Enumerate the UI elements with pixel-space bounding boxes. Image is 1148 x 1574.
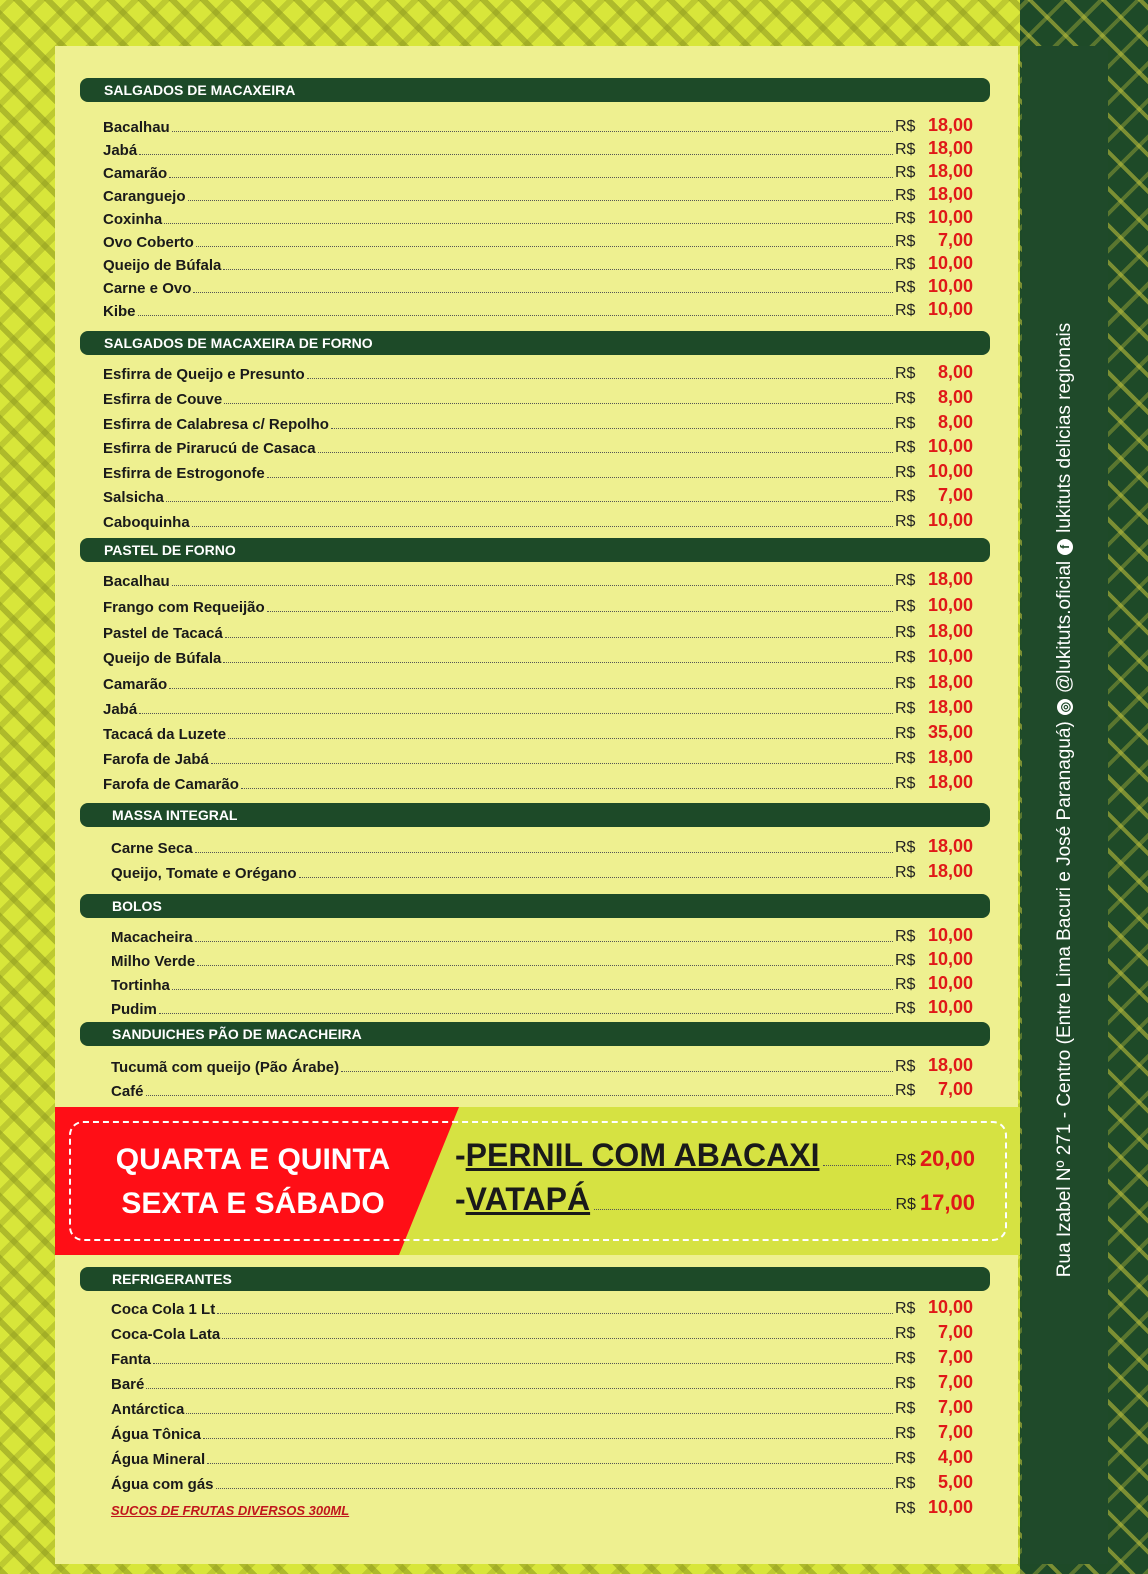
- promo-item: [455, 1137, 975, 1174]
- item-price: 18,00: [927, 184, 973, 204]
- item-name: Bacalhau: [103, 119, 170, 136]
- menu-item: [103, 484, 973, 506]
- item-name: Baré: [111, 1376, 145, 1393]
- dot-leader: [139, 713, 893, 714]
- currency: R$: [895, 649, 916, 666]
- currency: R$: [895, 700, 916, 717]
- dot-leader: [307, 378, 893, 379]
- item-name: Caranguejo: [103, 188, 186, 205]
- section-header: REFRIGERANTES: [80, 1267, 990, 1291]
- dot-leader: [299, 877, 893, 878]
- currency: R$: [895, 675, 916, 692]
- menu-item: [103, 361, 973, 383]
- item-price: 18,00: [927, 672, 973, 692]
- item-price: 7,00: [937, 1079, 973, 1099]
- dot-leader: [172, 131, 893, 132]
- currency: R$: [895, 439, 916, 456]
- currency: R$: [895, 725, 916, 742]
- item-name: Fanta: [111, 1351, 152, 1368]
- item-name: Tucumã com queijo (Pão Árabe): [111, 1059, 340, 1076]
- dot-leader: [164, 223, 893, 224]
- dot-leader: [224, 403, 893, 404]
- item-name: Esfirra de Queijo e Presunto: [103, 366, 305, 383]
- currency: R$: [895, 1196, 916, 1213]
- dot-leader: [186, 1413, 893, 1414]
- currency: R$: [895, 279, 916, 296]
- item-name: Coxinha: [103, 211, 163, 228]
- menu-item: [111, 1396, 973, 1418]
- menu-item: [111, 1321, 973, 1343]
- item-price: 18,00: [927, 115, 973, 135]
- item-name: Queijo, Tomate e Orégano: [111, 865, 297, 882]
- currency: R$: [895, 624, 916, 641]
- currency: R$: [895, 365, 916, 382]
- dot-leader: [267, 611, 893, 612]
- currency: R$: [895, 1058, 916, 1075]
- instagram-icon: ◎: [1057, 699, 1073, 715]
- item-name: Macacheira: [111, 929, 193, 946]
- item-name: Pudim: [111, 1001, 157, 1018]
- menu-item: [103, 275, 973, 297]
- weekly-special-banner: [55, 1107, 1020, 1255]
- item-name: Farofa de Camarão: [103, 776, 239, 793]
- item-name: Esfirra de Estrogonofe: [103, 465, 265, 482]
- menu-item: [111, 972, 973, 994]
- item-price: 10,00: [927, 997, 973, 1017]
- dot-leader: [241, 788, 893, 789]
- dot-leader: [203, 1438, 893, 1439]
- dot-leader: [594, 1209, 891, 1210]
- facebook-handle: lukituts delicias regionais: [1054, 322, 1075, 533]
- menu-item: [103, 696, 973, 718]
- item-price: 10,00: [927, 276, 973, 296]
- currency: R$: [895, 1425, 916, 1442]
- item-name: Carne e Ovo: [103, 280, 192, 297]
- currency: R$: [895, 233, 916, 250]
- menu-item: [103, 229, 973, 251]
- currency: R$: [895, 598, 916, 615]
- item-name: Queijo de Búfala: [103, 650, 222, 667]
- item-price: 4,00: [937, 1447, 973, 1467]
- currency: R$: [895, 839, 916, 856]
- menu-item: [111, 1471, 973, 1493]
- menu-item: [103, 160, 973, 182]
- menu-item: [103, 671, 973, 693]
- dot-leader: [195, 852, 893, 853]
- currency: R$: [895, 1475, 916, 1492]
- promo-item-price: 20,00: [919, 1146, 975, 1171]
- item-price: 10,00: [927, 973, 973, 993]
- dot-leader: [331, 428, 893, 429]
- menu-item: [103, 460, 973, 482]
- menu-item: [111, 1078, 973, 1100]
- currency: R$: [895, 118, 916, 135]
- item-name: Queijo de Búfala: [103, 257, 222, 274]
- menu-item: [111, 835, 973, 857]
- menu-item: [103, 206, 973, 228]
- item-price: 7,00: [937, 230, 973, 250]
- menu-item: [111, 1346, 973, 1368]
- dot-leader: [197, 965, 893, 966]
- item-price: 18,00: [927, 1055, 973, 1075]
- dot-leader: [195, 941, 893, 942]
- item-price: 10,00: [927, 510, 973, 530]
- promo-item-name: VATAPÁ: [465, 1181, 591, 1217]
- item-price: 10,00: [927, 1497, 973, 1517]
- section-header: MASSA INTEGRAL: [80, 803, 990, 827]
- menu-item: [103, 645, 973, 667]
- item-price: 7,00: [937, 1347, 973, 1367]
- item-price: 7,00: [937, 485, 973, 505]
- item-price: 10,00: [927, 646, 973, 666]
- section-header: SALGADOS DE MACAXEIRA DE FORNO: [80, 331, 990, 355]
- currency: R$: [895, 256, 916, 273]
- menu-item: [103, 298, 973, 320]
- dot-leader: [193, 292, 893, 293]
- currency: R$: [895, 141, 916, 158]
- menu-item: [103, 746, 973, 768]
- dot-leader: [146, 1388, 893, 1389]
- item-name: Salsicha: [103, 489, 164, 506]
- menu-item: [103, 771, 973, 793]
- item-price: 8,00: [937, 362, 973, 382]
- menu-item: [111, 1496, 973, 1518]
- currency: R$: [895, 1152, 916, 1169]
- item-price: 10,00: [927, 949, 973, 969]
- menu-item: [111, 1421, 973, 1443]
- dot-leader: [217, 1313, 893, 1314]
- dot-leader: [172, 989, 893, 990]
- currency: R$: [895, 164, 916, 181]
- menu-item: [111, 924, 973, 946]
- currency: R$: [895, 390, 916, 407]
- item-price: 35,00: [927, 722, 973, 742]
- item-name: Camarão: [103, 165, 168, 182]
- item-name: Água com gás: [111, 1476, 214, 1493]
- item-price: 18,00: [927, 138, 973, 158]
- dot-leader: [823, 1165, 891, 1166]
- currency: R$: [895, 864, 916, 881]
- dot-leader: [223, 269, 893, 270]
- menu-item: [103, 137, 973, 159]
- currency: R$: [895, 464, 916, 481]
- item-name: Água Mineral: [111, 1451, 206, 1468]
- sidebar-info: [1045, 210, 1085, 1390]
- promo-days-line1: QUARTA E QUINTA: [115, 1143, 391, 1176]
- item-name: Tacacá da Luzete: [103, 726, 227, 743]
- instagram-handle: @lukituts.oficial: [1054, 560, 1075, 694]
- facebook-icon: f: [1057, 539, 1073, 555]
- promo-item-prefix: -: [455, 1181, 466, 1217]
- currency: R$: [895, 1300, 916, 1317]
- item-name: Coca Cola 1 Lt: [111, 1301, 216, 1318]
- item-name: Esfirra de Couve: [103, 391, 223, 408]
- item-name: Milho Verde: [111, 953, 196, 970]
- menu-item: [103, 386, 973, 408]
- menu-item: [103, 183, 973, 205]
- menu-item: [111, 948, 973, 970]
- item-name: Esfirra de Calabresa c/ Repolho: [103, 416, 329, 433]
- dot-leader: [166, 501, 893, 502]
- promo-item-prefix: -: [455, 1137, 466, 1173]
- menu-item: [111, 1371, 973, 1393]
- item-name: SUCOS DE FRUTAS DIVERSOS 300ML: [111, 1503, 350, 1518]
- dot-leader: [318, 452, 893, 453]
- dot-leader: [216, 1488, 893, 1489]
- section-header: SALGADOS DE MACAXEIRA: [80, 78, 990, 102]
- item-name: Jabá: [103, 142, 138, 159]
- promo-days-line2: SEXTA E SÁBADO: [121, 1187, 385, 1220]
- item-price: 10,00: [927, 253, 973, 273]
- dot-leader: [139, 154, 893, 155]
- item-name: Coca-Cola Lata: [111, 1326, 221, 1343]
- item-name: Farofa de Jabá: [103, 751, 209, 768]
- dot-leader: [169, 177, 893, 178]
- promo-item-price: 17,00: [919, 1190, 975, 1215]
- menu-item: [103, 114, 973, 136]
- section-header: SANDUICHES PÃO DE MACACHEIRA: [80, 1022, 990, 1046]
- item-price: 10,00: [927, 299, 973, 319]
- currency: R$: [895, 775, 916, 792]
- promo-item-name: PERNIL COM ABACAXI: [465, 1137, 820, 1173]
- currency: R$: [895, 302, 916, 319]
- item-price: 8,00: [937, 412, 973, 432]
- menu-item: [111, 860, 973, 882]
- item-price: 8,00: [937, 387, 973, 407]
- dot-leader: [196, 246, 893, 247]
- item-price: 10,00: [927, 207, 973, 227]
- currency: R$: [895, 952, 916, 969]
- item-price: 18,00: [927, 861, 973, 881]
- currency: R$: [895, 572, 916, 589]
- currency: R$: [895, 1325, 916, 1342]
- currency: R$: [895, 1350, 916, 1367]
- menu-item: [111, 1054, 973, 1076]
- item-price: 18,00: [927, 621, 973, 641]
- dot-leader: [267, 477, 893, 478]
- dot-leader: [228, 738, 893, 739]
- item-price: 10,00: [927, 1297, 973, 1317]
- item-name: Bacalhau: [103, 573, 170, 590]
- item-price: 18,00: [927, 161, 973, 181]
- dot-leader: [169, 688, 893, 689]
- menu-item: [103, 411, 973, 433]
- currency: R$: [895, 1400, 916, 1417]
- item-price: 18,00: [927, 836, 973, 856]
- item-price: 18,00: [927, 697, 973, 717]
- item-price: 18,00: [927, 772, 973, 792]
- item-name: Jabá: [103, 701, 138, 718]
- dot-leader: [188, 200, 893, 201]
- item-price: 7,00: [937, 1372, 973, 1392]
- menu-item: [103, 435, 973, 457]
- menu-item: [103, 620, 973, 642]
- item-name: Pastel de Tacacá: [103, 625, 223, 642]
- dot-leader: [225, 637, 893, 638]
- currency: R$: [895, 513, 916, 530]
- item-name: Ovo Coberto: [103, 234, 194, 251]
- currency: R$: [895, 1000, 916, 1017]
- currency: R$: [895, 750, 916, 767]
- menu-item: [111, 1446, 973, 1468]
- item-price: 18,00: [927, 569, 973, 589]
- item-price: 10,00: [927, 461, 973, 481]
- item-name: Carne Seca: [111, 840, 193, 857]
- menu-item: [111, 996, 973, 1018]
- section-header: BOLOS: [80, 894, 990, 918]
- currency: R$: [895, 415, 916, 432]
- item-name: Camarão: [103, 676, 168, 693]
- promo-item: [455, 1181, 975, 1218]
- dot-leader: [222, 1338, 893, 1339]
- currency: R$: [895, 488, 916, 505]
- item-name: Kibe: [103, 303, 136, 320]
- currency: R$: [895, 1082, 916, 1099]
- dot-leader: [172, 585, 893, 586]
- currency: R$: [895, 928, 916, 945]
- item-price: 7,00: [937, 1322, 973, 1342]
- currency: R$: [895, 1500, 916, 1517]
- dot-leader: [159, 1013, 893, 1014]
- item-name: Caboquinha: [103, 514, 190, 531]
- currency: R$: [895, 187, 916, 204]
- menu-item: [103, 568, 973, 590]
- dot-leader: [153, 1363, 893, 1364]
- item-name: Café: [111, 1083, 144, 1100]
- item-name: Antárctica: [111, 1401, 185, 1418]
- dot-leader: [192, 526, 893, 527]
- section-header: PASTEL DE FORNO: [80, 538, 990, 562]
- item-name: Água Tônica: [111, 1426, 202, 1443]
- item-name: Frango com Requeijão: [103, 599, 265, 616]
- menu-item: [103, 509, 973, 531]
- item-price: 7,00: [937, 1422, 973, 1442]
- currency: R$: [895, 976, 916, 993]
- currency: R$: [895, 1450, 916, 1467]
- item-name: Esfirra de Pirarucú de Casaca: [103, 440, 316, 457]
- dot-leader: [146, 1095, 893, 1096]
- item-price: 18,00: [927, 747, 973, 767]
- menu-item: [103, 721, 973, 743]
- dot-leader: [138, 315, 893, 316]
- menu-item: [111, 1296, 973, 1318]
- item-name: Tortinha: [111, 977, 170, 994]
- currency: R$: [895, 1375, 916, 1392]
- item-price: 10,00: [927, 595, 973, 615]
- menu-item: [103, 594, 973, 616]
- item-price: 7,00: [937, 1397, 973, 1417]
- item-price: 10,00: [927, 436, 973, 456]
- dot-leader: [207, 1463, 893, 1464]
- address-text: Rua Izabel Nº 271 - Centro (Entre Lima Bacuri e José Paranaguá): [1054, 721, 1075, 1278]
- dot-leader: [341, 1071, 893, 1072]
- dot-leader: [211, 763, 893, 764]
- item-price: 5,00: [937, 1472, 973, 1492]
- item-price: 10,00: [927, 925, 973, 945]
- dot-leader: [223, 662, 893, 663]
- currency: R$: [895, 210, 916, 227]
- menu-item: [103, 252, 973, 274]
